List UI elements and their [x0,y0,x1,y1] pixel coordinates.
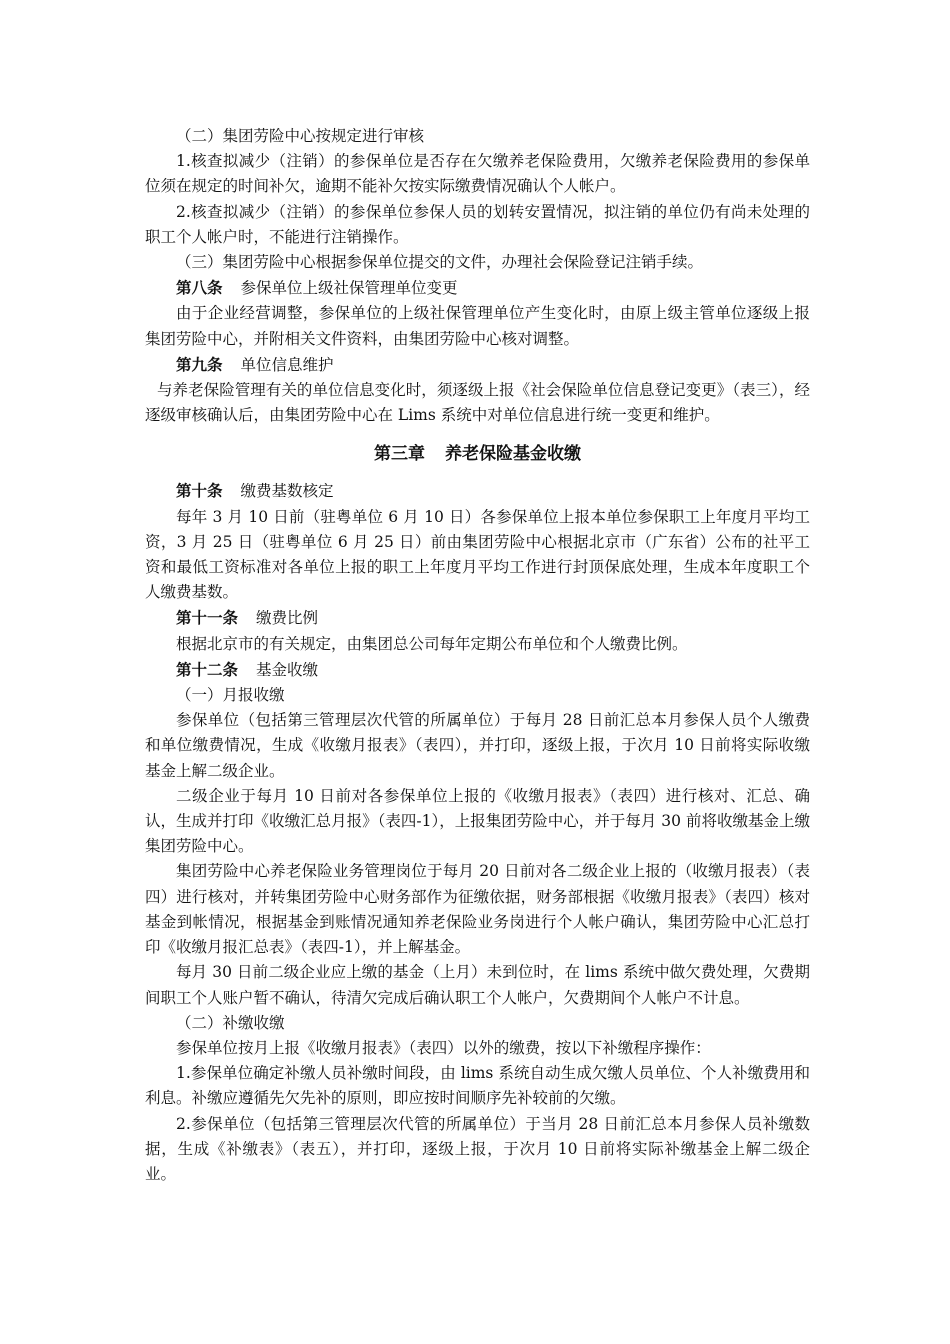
article-10-title: 缴费基数核定 [240,482,334,501]
article-12-heading [145,657,810,683]
article-8-number: 第八条 [176,278,223,298]
article-8-title: 参保单位上级社保管理单位变更 [240,279,458,298]
article-11-number: 第十一条 [176,608,239,628]
article-12-number: 第十二条 [176,659,239,679]
audit-item-2: 2.核查拟减少（注销）的参保单位参保人员的划转安置情况，拟注销的单位仍有尚未处理的职工个人帐户时，不能进行注销操作。 [145,202,810,246]
article-10-body: 每年 3 月 10 日前（驻粤单位 6 月 10 日）各参保单位上报本单位参保职工上年度月平均工资，3 月 25 日（驻粤单位 6 月 25 日）前由集团劳险中心根据北京市（广东省）公布的社平工资和最低工资标准对各单位上报的职工上年度月平均工作进行封顶保底处理，生成本年度职工个人缴费基数。 [145,507,810,602]
article-9-heading [145,352,810,378]
article-8-body: 由于企业经营调整，参保单位的上级社保管理单位产生变化时，由原上级主管单位逐级上报集团劳险中心，并附相关文件资料，由集团劳险中心核对调整。 [145,304,810,348]
audit-item-1: 1.核查拟减少（注销）的参保单位是否存在欠缴养老保险费用，欠缴养老保险费用的参保单位须在规定的时间补欠，逾期不能补欠按实际缴费情况确认个人帐户。 [145,152,810,196]
supplementary-collection-heading: （二）补缴收缴 [176,1013,285,1032]
chapter-3-number: 第三章 [374,444,425,465]
chapter-3-heading [145,441,810,467]
supplementary-item-1: 1.参保单位确定补缴人员补缴时间段，由 lims 系统自动生成欠缴人员单位、个人补缴费用和利息。补缴应遵循先欠先补的原则，即应按时间顺序先补较前的欠缴。 [145,1064,810,1108]
article-9-number: 第九条 [176,354,223,374]
article-8-heading [145,275,810,301]
supplementary-collection-intro: 参保单位按月上报《收缴月报表》（表四）以外的缴费，按以下补缴程序操作： [176,1038,711,1057]
article-11-title: 缴费比例 [256,609,319,628]
monthly-collection-para-1: 参保单位（包括第三管理层次代管的所属单位）于每月 28 日前汇总本月参保人员个人缴费和单位缴费情况，生成《收缴月报表》（表四），并打印，逐级上报，于次月 10 日前将实际收缴基金上解二级企业。 [145,711,810,780]
document-page [145,124,810,1187]
article-12-title: 基金收缴 [256,660,319,679]
monthly-collection-para-4: 每月 30 日前二级企业应上缴的基金（上月）未到位时，在 lims 系统中做欠费处理，欠费期间职工个人账户暂不确认，待清欠完成后确认职工个人帐户，欠费期间个人帐户不计息。 [145,963,810,1007]
article-10-number: 第十条 [176,481,223,501]
monthly-collection-para-2: 二级企业于每月 10 日前对各参保单位上报的《收缴月报表》（表四）进行核对、汇总、确认，生成并打印《收缴汇总月报》（表四-1），上报集团劳险中心，并于每月 30 前将收缴基金上缴集团劳险中心。 [145,786,810,856]
chapter-3-title: 养老保险基金收缴 [445,444,581,465]
article-11-body: 根据北京市的有关规定，由集团总公司每年定期公布单位和个人缴费比例。 [176,634,688,653]
monthly-collection-para-3: 集团劳险中心养老保险业务管理岗位于每月 20 日前对各二级企业上报的（收缴月报表）（表四）进行核对，并转集团劳险中心财务部作为征缴依据，财务部根据《收缴月报表》（表四）核对基金到帐情况，根据基金到账情况通知养老保险业务岗进行个人帐户确认，集团劳险中心汇总打印《收缴月报汇总表》（表四-1），并上解基金。 [145,862,810,957]
article-10-heading [145,478,810,504]
article-9-body: 与养老保险管理有关的单位信息变化时，须逐级上报《社会保险单位信息登记变更》（表三），经逐级审核确认后，由集团劳险中心在 Lims 系统中对单位信息进行统一变更和维护。 [145,381,810,425]
monthly-collection-heading: （一）月报收缴 [176,686,285,705]
article-11-heading [145,605,810,631]
supplementary-item-2: 2.参保单位（包括第三管理层次代管的所属单位）于当月 28 日前汇总本月参保人员补缴数据，生成《补缴表》（表五），并打印，逐级上报，于次月 10 日前将实际补缴基金上解二级企业。 [145,1114,810,1183]
section-cancellation: （三）集团劳险中心根据参保单位提交的文件，办理社会保险登记注销手续。 [176,253,704,272]
article-9-title: 单位信息维护 [240,355,334,374]
section-heading-audit: （二）集团劳险中心按规定进行审核 [176,127,425,145]
